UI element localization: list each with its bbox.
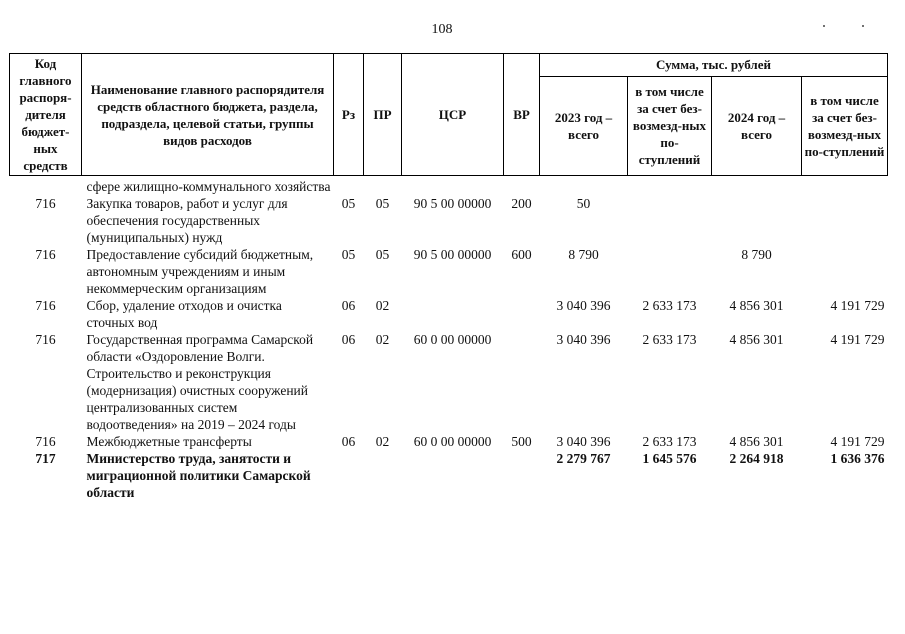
header-sum-group: Сумма, тыс. рублей: [540, 54, 888, 77]
cell-2023-total: 3 040 396: [556, 332, 611, 347]
cell-pr: 05: [375, 196, 390, 211]
cell-2023-free: 2 633 173: [642, 434, 697, 449]
header-2024-free: в том числе за счет без-возмезд-ных по-ступлений: [802, 76, 888, 175]
cell-name: Министерство труда, занятости и миграционной политики Самарской области: [86, 451, 311, 500]
cell-2023-total: 3 040 396: [556, 434, 611, 449]
cell-code: 716: [35, 298, 56, 313]
header-code: Код главного распоря-дителя бюджет-ных средств: [10, 54, 82, 176]
header-pr: ПР: [364, 54, 402, 176]
cell-code: 716: [35, 434, 56, 449]
table-row: [10, 331, 888, 433]
header-2023-total: 2023 год – всего: [540, 76, 628, 175]
cell-2024-total: 4 856 301: [729, 332, 784, 347]
header-vr: ВР: [504, 54, 540, 176]
cell-csr: [402, 176, 504, 196]
cell-vr: [504, 297, 540, 331]
cell-pr: 02: [375, 332, 390, 347]
table-row: [10, 195, 888, 246]
cell-pr: 02: [375, 298, 390, 313]
table-body: [10, 176, 888, 502]
table-row: [10, 176, 888, 196]
cell-code: 716: [35, 247, 56, 262]
cell-csr: 90 5 00 00000: [413, 196, 492, 211]
table-row: [10, 297, 888, 331]
cell-2023-total: 2 279 767: [556, 451, 611, 466]
cell-name: Межбюджетные трансферты: [86, 434, 252, 449]
cell-vr: 600: [511, 247, 532, 262]
cell-vr: [504, 450, 540, 501]
scan-mark: [823, 25, 825, 27]
scan-mark: [862, 25, 864, 27]
cell-vr: [504, 331, 540, 433]
cell-2024-total: [712, 195, 802, 246]
cell-rz: 05: [341, 247, 356, 262]
cell-2023-total: 50: [576, 196, 591, 211]
cell-2024-free: [802, 195, 888, 246]
cell-name: Предоставление субсидий бюджетным, автономным учреждениям и иным некоммерческим организациям: [86, 247, 314, 296]
cell-csr: 60 0 00 00000: [413, 434, 492, 449]
cell-2024-free: [802, 176, 888, 196]
cell-rz: 06: [341, 332, 356, 347]
cell-2024-total: [712, 176, 802, 196]
header-2024-total: 2024 год – всего: [712, 76, 802, 175]
cell-rz: 05: [341, 196, 356, 211]
cell-csr: [402, 297, 504, 331]
cell-2023-free: [628, 176, 712, 196]
cell-name: Закупка товаров, работ и услуг для обеспечения государственных (муниципальных) нужд: [86, 196, 288, 245]
cell-pr: 05: [375, 247, 390, 262]
cell-2023-free: 2 633 173: [642, 298, 697, 313]
cell-code: 717: [35, 451, 56, 466]
cell-2023-total: [540, 176, 628, 196]
cell-code: 716: [35, 332, 56, 347]
cell-2023-free: [628, 246, 712, 297]
cell-2024-free: 1 636 376: [830, 451, 885, 466]
cell-name: Государственная программа Самарской области «Оздоровление Волги. Строительство и реконструкция (модернизация) очистных сооружений централизованных систем водоотведения» на 2019 – 2024 годы: [86, 332, 314, 432]
cell-2024-free: 4 191 729: [830, 434, 885, 449]
cell-2024-free: 4 191 729: [830, 298, 885, 313]
cell-2024-total: 2 264 918: [729, 451, 784, 466]
table-header: [10, 54, 888, 176]
cell-rz: [334, 450, 364, 501]
cell-code: [10, 176, 82, 196]
cell-vr: [504, 176, 540, 196]
cell-2023-free: 1 645 576: [642, 451, 697, 466]
cell-vr: 200: [511, 196, 532, 211]
cell-2023-total: 8 790: [568, 247, 599, 262]
cell-2024-total: 4 856 301: [729, 298, 784, 313]
page-number: 108: [431, 22, 453, 37]
cell-2023-free: 2 633 173: [642, 332, 697, 347]
cell-2024-total: 8 790: [741, 247, 772, 262]
header-rz: Рз: [334, 54, 364, 176]
cell-2023-total: 3 040 396: [556, 298, 611, 313]
cell-2023-free: [628, 195, 712, 246]
cell-pr: [364, 450, 402, 501]
cell-csr: 60 0 00 00000: [413, 332, 492, 347]
cell-2024-total: 4 856 301: [729, 434, 784, 449]
cell-name: сфере жилищно-коммунального хозяйства: [86, 179, 331, 194]
cell-csr: 90 5 00 00000: [413, 247, 492, 262]
table-row: [10, 246, 888, 297]
header-name: Наименование главного распорядителя средств областного бюджета, раздела, подраздела, целевой статьи, группы видов расходов: [82, 54, 334, 176]
cell-2024-free: 4 191 729: [830, 332, 885, 347]
cell-rz: 06: [341, 434, 356, 449]
cell-code: 716: [35, 196, 56, 211]
cell-csr: [402, 450, 504, 501]
cell-2024-free: [802, 246, 888, 297]
header-2023-free: в том числе за счет без-возмезд-ных по-ступлений: [628, 76, 712, 175]
table-row: [10, 450, 888, 501]
cell-name: Сбор, удаление отходов и очистка сточных вод: [86, 298, 282, 330]
cell-pr: 02: [375, 434, 390, 449]
cell-rz: 06: [341, 298, 356, 313]
budget-table: [9, 53, 888, 501]
cell-pr: [364, 176, 402, 196]
table-row: [10, 433, 888, 450]
cell-vr: 500: [511, 434, 532, 449]
cell-rz: [334, 176, 364, 196]
header-csr: ЦСР: [402, 54, 504, 176]
